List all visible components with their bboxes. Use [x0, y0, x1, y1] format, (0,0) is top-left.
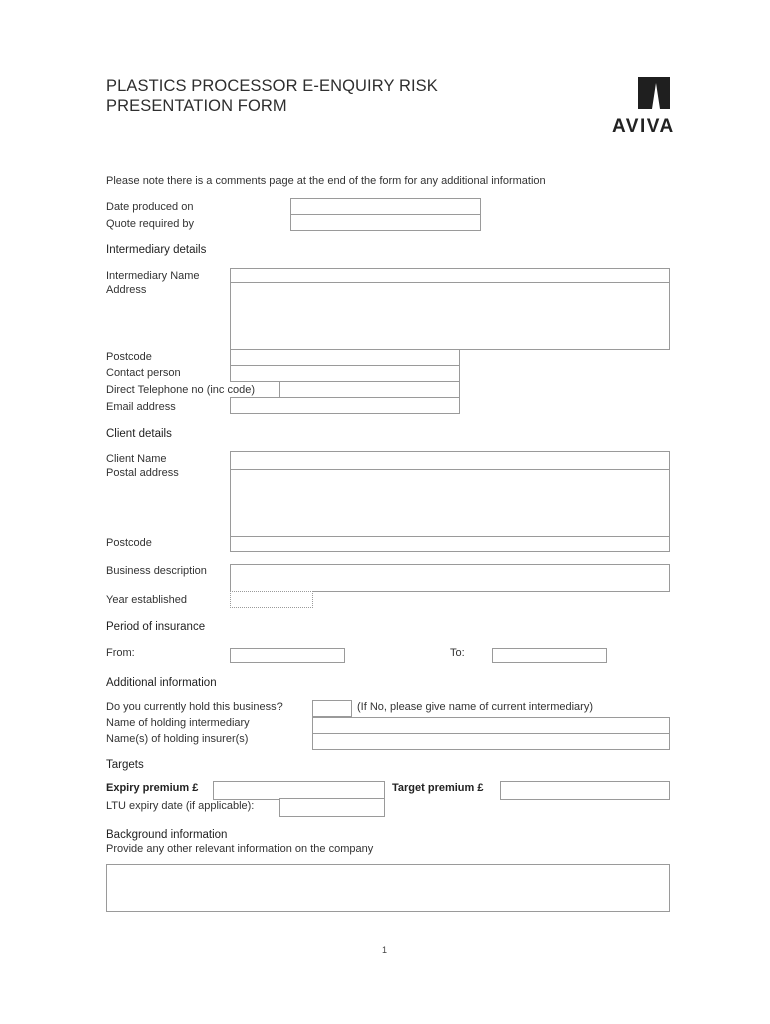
page-number: 1 [382, 945, 388, 955]
to-date-field[interactable] [492, 648, 607, 663]
date-produced-field[interactable] [290, 198, 481, 215]
client-heading: Client details [106, 428, 172, 440]
ltu-expiry-label: LTU expiry date (if applicable): [106, 800, 255, 812]
client-postcode-field[interactable] [230, 536, 670, 552]
postal-address-label: Postal address [106, 467, 179, 479]
form-title [106, 76, 438, 116]
intermediary-name-label: Intermediary Name [106, 270, 200, 282]
holding-insurer-label: Name(s) of holding insurer(s) [106, 733, 249, 745]
background-heading: Background information [106, 829, 228, 841]
expiry-premium-label: Expiry premium £ [106, 782, 199, 794]
business-description-field[interactable] [230, 564, 670, 592]
holding-intermediary-field[interactable] [312, 717, 670, 734]
business-description-label: Business description [106, 565, 207, 577]
client-name-field[interactable] [230, 451, 670, 470]
quote-required-field[interactable] [290, 214, 481, 231]
additional-heading: Additional information [106, 677, 217, 689]
aviva-logo-mark [636, 75, 672, 111]
direct-telephone-field[interactable] [279, 381, 460, 398]
intermediary-address-field[interactable] [230, 282, 670, 350]
form-title-line-1: PLASTICS PROCESSOR E-ENQUIRY RISK [106, 77, 438, 95]
email-address-label: Email address [106, 401, 176, 413]
ltu-expiry-field[interactable] [279, 798, 385, 817]
postal-address-field[interactable] [230, 469, 670, 537]
targets-heading: Targets [106, 759, 144, 771]
background-info-field[interactable] [106, 864, 670, 912]
intermediary-heading: Intermediary details [106, 244, 207, 256]
intermediary-address-label: Address [106, 284, 147, 296]
hold-business-field[interactable] [312, 700, 352, 717]
period-heading: Period of insurance [106, 621, 206, 633]
target-premium-label: Target premium £ [392, 782, 484, 794]
intermediary-name-field[interactable] [230, 268, 670, 283]
contact-person-label: Contact person [106, 367, 181, 379]
to-label: To: [450, 647, 465, 659]
intermediary-postcode-field[interactable] [230, 349, 460, 366]
email-address-field[interactable] [230, 397, 460, 414]
form-note: Please note there is a comments page at the end of the form for any additional information [106, 175, 546, 187]
from-label: From: [106, 647, 135, 659]
from-date-field[interactable] [230, 648, 345, 663]
date-produced-label: Date produced on [106, 201, 194, 213]
year-established-label: Year established [106, 594, 187, 606]
aviva-logo-text: AVIVA [612, 116, 675, 137]
client-name-label: Client Name [106, 453, 167, 465]
client-postcode-label: Postcode [106, 537, 152, 549]
target-premium-field[interactable] [500, 781, 670, 800]
contact-person-field[interactable] [230, 365, 460, 382]
form-title-line-2: PRESENTATION FORM [106, 97, 287, 115]
direct-telephone-label: Direct Telephone no (inc code) [106, 384, 255, 396]
holding-intermediary-label: Name of holding intermediary [106, 717, 250, 729]
year-established-field[interactable] [230, 591, 313, 608]
quote-required-label: Quote required by [106, 218, 195, 230]
hold-business-note: (If No, please give name of current intermediary) [357, 701, 593, 713]
intermediary-postcode-label: Postcode [106, 351, 152, 363]
hold-business-label: Do you currently hold this business? [106, 701, 283, 713]
holding-insurer-field[interactable] [312, 733, 670, 750]
background-subheading: Provide any other relevant information on the company [106, 843, 374, 855]
